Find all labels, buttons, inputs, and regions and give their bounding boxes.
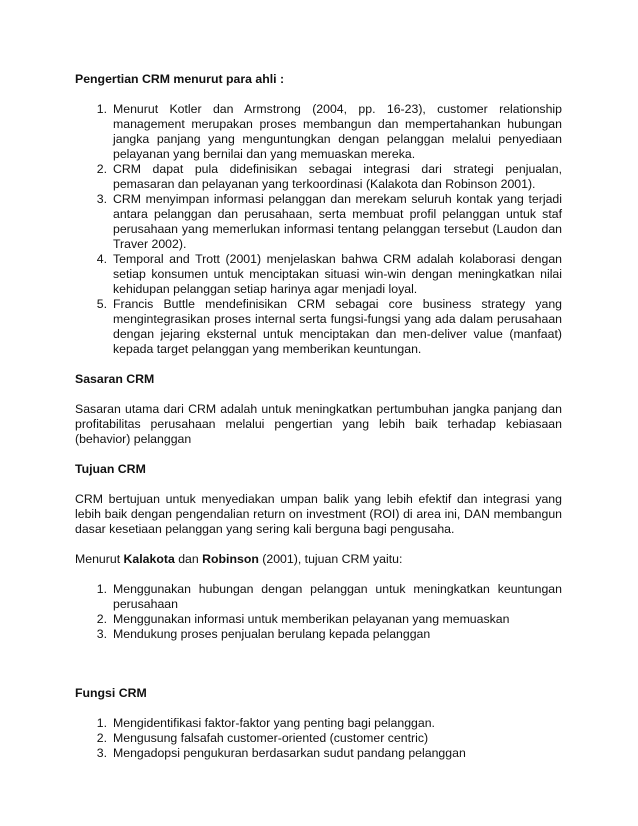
- document-page: [75, 72, 562, 761]
- list-text: Mengusung falsafah customer-oriented (customer centric): [113, 731, 429, 745]
- list-item: [75, 716, 562, 731]
- intro-text: Menurut: [75, 552, 124, 566]
- list-number: 4.: [96, 252, 107, 266]
- section-heading-sasaran: Sasaran CRM: [75, 372, 155, 386]
- list-item: [75, 627, 562, 642]
- intro-text: dan: [174, 552, 203, 566]
- section-heading-tujuan: Tujuan CRM: [75, 462, 146, 476]
- list-text: Mengidentifikasi faktor-faktor yang penting bagi pelanggan.: [113, 716, 435, 730]
- intro-text: (2001), tujuan CRM yaitu:: [258, 552, 403, 566]
- list-item: [75, 102, 562, 162]
- sasaran-paragraph: Sasaran utama dari CRM adalah untuk meningkatkan pertumbuhan jangka panjang dan profitabilitas perusahaan melalui pengertian yang lebih baik terhadap kebiasaan (behavior) pelanggan: [75, 402, 562, 446]
- list-number: 3.: [96, 192, 107, 206]
- intro-author-robinson: Robinson: [202, 552, 259, 566]
- definition-list: [75, 102, 562, 357]
- list-number: 1.: [96, 716, 107, 730]
- list-text: Francis Buttle mendefinisikan CRM sebagai core business strategy yang mengintegrasikan proses internal serta fungsi-fungsi yang ada dalam perusahaan dengan jejaring eksternal untuk menciptakan dan men-deliver value (manfaat) kepada target pelanggan yang memberikan keuntungan.: [113, 297, 562, 356]
- list-text: Temporal and Trott (2001) menjelaskan bahwa CRM adalah kolaborasi dengan setiap konsumen untuk menciptakan situasi win-win dengan meningkatkan nilai kehidupan pelanggan setiap harinya agar menjadi loyal.: [113, 252, 562, 296]
- list-item: [75, 612, 562, 627]
- list-number: 1.: [96, 102, 107, 116]
- list-item: [75, 746, 562, 761]
- list-text: Menggunakan hubungan dengan pelanggan untuk meningkatkan keuntungan perusahaan: [113, 582, 562, 611]
- list-item: [75, 192, 562, 252]
- list-number: 1.: [96, 582, 107, 596]
- list-item: [75, 582, 562, 612]
- list-number: 2.: [96, 162, 107, 176]
- intro-author-kalakota: Kalakota: [123, 552, 175, 566]
- tujuan-list: [75, 582, 562, 642]
- fungsi-list: [75, 716, 562, 761]
- list-number: 2.: [96, 731, 107, 745]
- list-number: 5.: [96, 297, 107, 311]
- list-item: [75, 162, 562, 192]
- list-item: [75, 731, 562, 746]
- section-heading-fungsi: Fungsi CRM: [75, 686, 147, 700]
- list-text: Menurut Kotler dan Armstrong (2004, pp. 16-23), customer relationship management merupakan proses membangun dan mempertahankan hubungan jangka panjang yang menguntungkan dengan pelanggan melalui penyediaan pelayanan yang bernilai dan yang memuaskan mereka.: [113, 102, 562, 161]
- list-text: Mendukung proses penjualan berulang kepada pelanggan: [113, 627, 431, 641]
- list-text: CRM menyimpan informasi pelanggan dan merekam seluruh kontak yang terjadi antara pelanggan dan perusahaan, serta membuat profil pelanggan untuk staf perusahaan yang memerlukan informasi tentang pelanggan tersebut (Laudon dan Traver 2002).: [113, 192, 562, 251]
- list-number: 2.: [96, 612, 107, 626]
- list-text: Mengadopsi pengukuran berdasarkan sudut pandang pelanggan: [113, 746, 466, 760]
- list-item: [75, 297, 562, 357]
- list-text: Menggunakan informasi untuk memberikan pelayanan yang memuaskan: [113, 612, 510, 626]
- list-item: [75, 252, 562, 297]
- tujuan-intro: [75, 552, 562, 567]
- list-number: 3.: [96, 746, 107, 760]
- list-number: 3.: [96, 627, 107, 641]
- list-text: CRM dapat pula didefinisikan sebagai integrasi dari strategi penjualan, pemasaran dan pelayanan yang terkoordinasi (Kalakota dan Robinson 2001).: [113, 162, 562, 191]
- tujuan-paragraph: CRM bertujuan untuk menyediakan umpan balik yang lebih efektif dan integrasi yang lebih baik dengan pengendalian return on investment (ROI) di area ini, DAN membangun dasar kesetiaan pelanggan yang sering kali berguna bagi pengusaha.: [75, 492, 562, 536]
- section-heading-pengertian: Pengertian CRM menurut para ahli :: [75, 72, 285, 86]
